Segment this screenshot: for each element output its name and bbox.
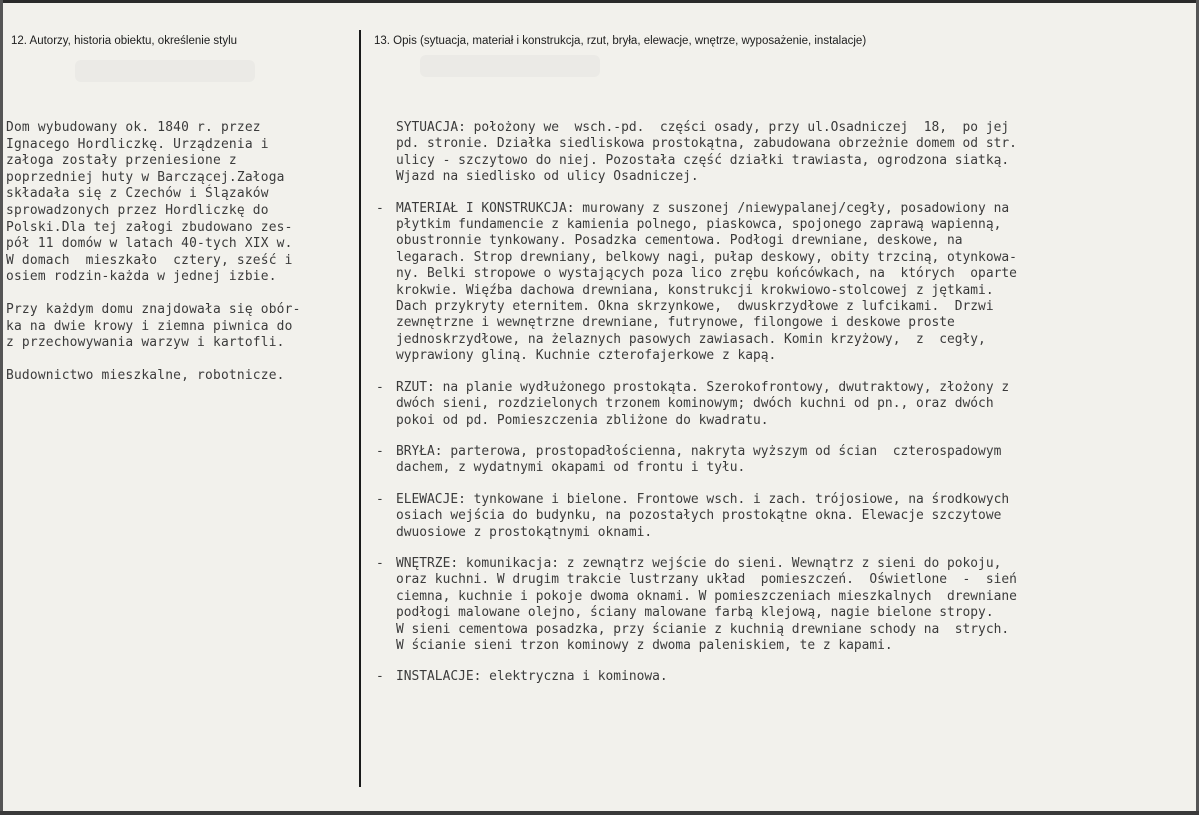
heading-authors-history: 12. Autorzy, historia obiektu, określenie stylu	[11, 35, 238, 47]
text-line: składała się z Czechów i Ślązaków	[6, 186, 269, 202]
style-paragraph	[6, 368, 356, 385]
bottom-border	[0, 811, 1199, 815]
text-line: BRYŁA: parterowa, prostopadłościenna, nakryta wyższym od ścian czterospadowym	[396, 443, 1002, 459]
text-line: obustronnie tynkowany. Posadzka cementowa. Podłogi drewniane, deskowe, na	[396, 233, 963, 249]
text-line: poprzedniej huty w Barczącej.Załoga	[6, 169, 285, 185]
text-line: osiach wejścia do budynku, na pozostałych prostokątne okna. Elewacje szczytowe	[396, 508, 1002, 524]
section-dash: -	[376, 491, 384, 507]
text-line: MATERIAŁ I KONSTRUKCJA: murowany z suszonej /niewypalanej/cegły, posadowiony na	[396, 200, 1010, 216]
section-dash: -	[376, 555, 384, 571]
section-rzut	[376, 380, 1191, 429]
text-line: Budownictwo mieszkalne, robotnicze.	[6, 367, 285, 383]
text-line: zewnętrzne i wewnętrzne drewniane, futrynowe, filongowe i deskowe proste	[396, 315, 955, 331]
text-line: pół 11 domów w latach 40-tych XIX w.	[6, 236, 293, 252]
text-line: dachem, z wydatnymi okapami od frontu i tyłu.	[396, 460, 746, 476]
section-sytuacja	[376, 120, 1191, 186]
text-line: krokwie. Więźba dachowa drewniana, konstrukcji krokwiowo-stolcowej z jętkami.	[396, 282, 994, 298]
text-line: W ścianie sieni trzon kominowy z dwoma paleniskiem, te z kapami.	[396, 637, 893, 653]
section-dash: -	[376, 669, 384, 685]
history-paragraph	[6, 120, 356, 286]
faded-stamp-left	[75, 60, 255, 82]
text-line: oraz kuchni. W drugim trakcie lustrzany układ pomieszczeń. Oświetlone - sień	[396, 572, 1017, 588]
section-material	[376, 201, 1191, 365]
text-line: pokoi od pd. Pomieszczenia zbliżone do kwadratu.	[396, 412, 769, 428]
text-line: INSTALACJE: elektryczna i kominowa.	[396, 669, 668, 685]
text-line: płytkim fundamencie z kamienia polnego, piaskowca, spojonego zaprawą wapienną,	[396, 217, 1002, 233]
section-elewacje	[376, 492, 1191, 541]
text-line: RZUT: na planie wydłużonego prostokąta. Szerokofrontowy, dwutraktowy, złożony z	[396, 379, 1010, 395]
section-dash: -	[376, 200, 384, 216]
text-line: wyprawiony gliną. Kuchnie czterofajerkowe z kapą.	[396, 348, 777, 364]
text-line: dwóch sieni, rozdzielonych trzonem kominowym; dwóch kuchni od pn., oraz dwóch	[396, 396, 994, 412]
column-divider	[359, 30, 361, 787]
outbuilding-paragraph	[6, 302, 356, 352]
section-dash: -	[376, 443, 384, 459]
section-dash: -	[376, 379, 384, 395]
text-line: ulicy - szczytowo do niej. Pozostała część działki trawiasta, ogrodzona siatką.	[396, 152, 1010, 168]
text-line: Dach przykryty eternitem. Okna skrzynkowe, dwuskrzydłowe z lufcikami. Drzwi	[396, 299, 994, 315]
text-line: ciemna, kuchnie i pokoje dwoma oknami. W pomieszczeniach mieszkalnych drewniane	[396, 588, 1017, 604]
text-line: SYTUACJA: położony we wsch.-pd. części osady, przy ul.Osadniczej 18, po jej	[396, 120, 1010, 135]
text-line: Dom wybudowany ok. 1840 r. przez	[6, 120, 261, 135]
text-line: podłogi malowane olejno, ściany malowane farbą klejową, nagie bielone stropy.	[396, 605, 994, 621]
text-line: Wjazd na siedlisko od ulicy Osadniczej.	[396, 169, 699, 185]
text-line: osiem rodzin-każda w jednej izbie.	[6, 269, 277, 285]
heading-description: 13. Opis (sytuacja, materiał i konstrukcja, rzut, bryła, elewacje, wnętrze, wyposażenie, instalacje)	[374, 35, 867, 47]
text-line: W domach mieszkało cztery, sześć i	[6, 252, 293, 268]
section-wnetrze	[376, 556, 1191, 654]
section-bryla	[376, 444, 1191, 477]
text-line: W sieni cementowa posadzka, przy ścianie z kuchnią drewniane schody na strych.	[396, 621, 1010, 637]
text-line: z przechowywania warzyw i kartofli.	[6, 335, 285, 351]
text-line: legarach. Strop drewniany, belkowy nagi, pułap deskowy, obity trzciną, otynkowa-	[396, 249, 1017, 265]
top-border	[0, 0, 1199, 3]
text-line: sprowadzonych przez Hordliczkę do	[6, 202, 269, 218]
faded-stamp-right	[420, 55, 600, 77]
description-column	[376, 120, 1191, 701]
text-line: pd. stronie. Działka siedliskowa prostokątna, zabudowana obrzeżnie domem od str.	[396, 136, 1017, 152]
text-line: dwuosiowe z prostokątnymi oknami.	[396, 524, 653, 540]
left-border	[0, 0, 3, 815]
text-line: ny. Belki stropowe o wystających poza lico zrębu końcówkach, na których oparte	[396, 266, 1017, 282]
text-line: Polski.Dla tej załogi zbudowano zes-	[6, 219, 293, 235]
text-line: Przy każdym domu znajdowała się obór-	[6, 301, 301, 317]
text-line: załoga zostały przeniesione z	[6, 153, 237, 169]
section-instalacje	[376, 669, 1191, 685]
history-column	[6, 120, 356, 400]
text-line: Ignacego Hordliczkę. Urządzenia i	[6, 136, 269, 152]
text-line: ELEWACJE: tynkowane i bielone. Frontowe wsch. i zach. trójosiowe, na środkowych	[396, 491, 1010, 507]
text-line: WNĘTRZE: komunikacja: z zewnątrz wejście do sieni. Wewnątrz z sieni do pokoju,	[396, 555, 1002, 571]
text-line: jednoskrzydłowe, na żelaznych pasowych zawiasach. Komin krzyżowy, z cegły,	[396, 331, 986, 347]
text-line: ka na dwie krowy i ziemna piwnica do	[6, 318, 293, 334]
